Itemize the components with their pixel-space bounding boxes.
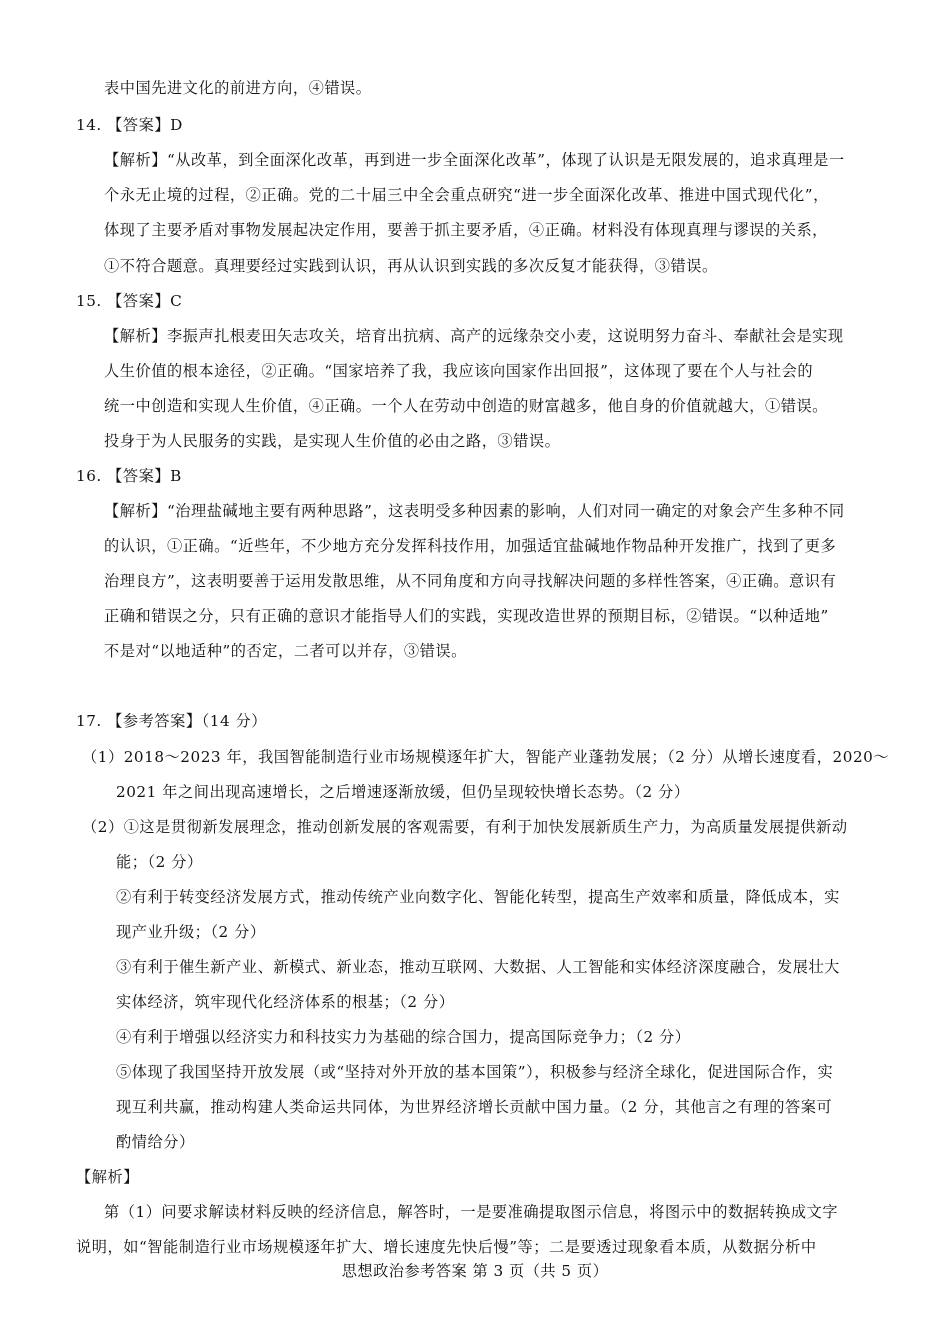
answer-line: 实体经济，筑牢现代化经济体系的根基；（2 分）: [116, 993, 455, 1011]
answer-heading-17: 17. 【参考答案】（14 分）: [76, 712, 268, 730]
answer-point-5: ⑤体现了我国坚持开放发展（或“坚持对外开放的基本国策”），积极参与经济全球化，促进国际合作，实: [116, 1063, 834, 1081]
answer-point-2: ②有利于转变经济发展方式，推动传统产业向数字化、智能化转型，提高生产效率和质量，降低成本，实: [116, 888, 840, 906]
analysis-line: 人生价值的根本途径，②正确。“国家培养了我，我应该向国家作出回报”，这体现了要在个人与社会的: [104, 362, 814, 380]
analysis-line: 不是对“以地适种”的否定，二者可以并存，③错误。: [104, 642, 467, 660]
analysis-line: 治理良方”，这表明要善于运用发散思维，从不同角度和方向寻找解决问题的多样性答案，④正确。意识有: [104, 572, 837, 590]
analysis-line: 统一中创造和实现人生价值，④正确。一个人在劳动中创造的财富越多，他自身的价值就越大，①错误。: [104, 397, 828, 415]
text-line: 表中国先进文化的前进方向，④错误。: [104, 79, 372, 97]
answer-heading-16: 16. 【答案】B: [76, 467, 182, 485]
answer-part-1: （1）2018～2023 年，我国智能制造行业市场规模逐年扩大，智能产业蓬勃发展；（2 分）从增长速度看，2020～: [82, 748, 890, 766]
answer-line: 能；（2 分）: [116, 853, 203, 871]
analysis-line: 体现了主要矛盾对事物发展起决定作用，要善于抓主要矛盾，④正确。材料没有体现真理与谬误的关系，: [104, 221, 828, 239]
page-footer: 思想政治参考答案 第 3 页（共 5 页）: [341, 1262, 609, 1280]
analysis-line: ①不符合题意。真理要经过实践到认识，再从认识到实践的多次反复才能获得，③错误。: [104, 257, 718, 275]
answer-point-4: ④有利于增强以经济实力和科技实力为基础的综合国力，提高国际竞争力；（2 分）: [116, 1028, 691, 1046]
answer-heading-15: 15. 【答案】C: [76, 292, 183, 310]
analysis-line: 正确和错误之分，只有正确的意识才能指导人们的实践，实现改造世界的预期目标，②错误。“以种适地”: [104, 607, 829, 625]
answer-line: 现互利共赢，推动构建人类命运共同体，为世界经济增长贡献中国力量。（2 分，其他言之有理的答案可: [116, 1098, 833, 1116]
answer-heading-14: 14. 【答案】D: [76, 116, 183, 134]
analysis-line: 【解析】“从改革，到全面深化改革，再到进一步全面深化改革”，体现了认识是无限发展的，追求真理是一: [104, 151, 845, 169]
analysis-heading: 【解析】: [76, 1168, 139, 1186]
answer-point-3: ③有利于催生新产业、新模式、新业态，推动互联网、大数据、人工智能和实体经济深度融合，发展壮大: [116, 958, 840, 976]
answer-line: 2021 年之间出现高速增长，之后增速逐渐放缓，但仍呈现较快增长态势。（2 分）: [116, 783, 690, 801]
analysis-paragraph-line: 说明，如“智能制造行业市场规模逐年扩大、增长速度先快后慢”等；二是要透过现象看本质，从数据分析中: [76, 1238, 817, 1256]
analysis-line: 【解析】李振声扎根麦田矢志攻关，培育出抗病、高产的远缘杂交小麦，这说明努力奋斗、奉献社会是实现: [104, 327, 844, 345]
analysis-line: 的认识，①正确。“近些年，不少地方充分发挥科技作用，加强适宜盐碱地作物品种开发推广，找到了更多: [104, 537, 837, 555]
answer-line: 现产业升级；（2 分）: [116, 923, 266, 941]
answer-line: 酌情给分）: [116, 1133, 195, 1151]
analysis-line: 个永无止境的过程，②正确。党的二十届三中全会重点研究“进一步全面深化改革、推进中国式现代化”，: [104, 186, 829, 204]
answer-part-2: （2）①这是贯彻新发展理念，推动创新发展的客观需要，有利于加快发展新质生产力，为高质量发展提供新动: [82, 818, 848, 836]
analysis-line: 【解析】“治理盐碱地主要有两种思路”，这表明受多种因素的影响，人们对同一确定的对象会产生多种不同: [104, 502, 845, 520]
analysis-paragraph-line: 第（1）问要求解读材料反映的经济信息，解答时，一是要准确提取图示信息，将图示中的数据转换成文字: [104, 1203, 839, 1221]
analysis-line: 投身于为人民服务的实践，是实现人生价值的必由之路，③错误。: [104, 432, 561, 450]
